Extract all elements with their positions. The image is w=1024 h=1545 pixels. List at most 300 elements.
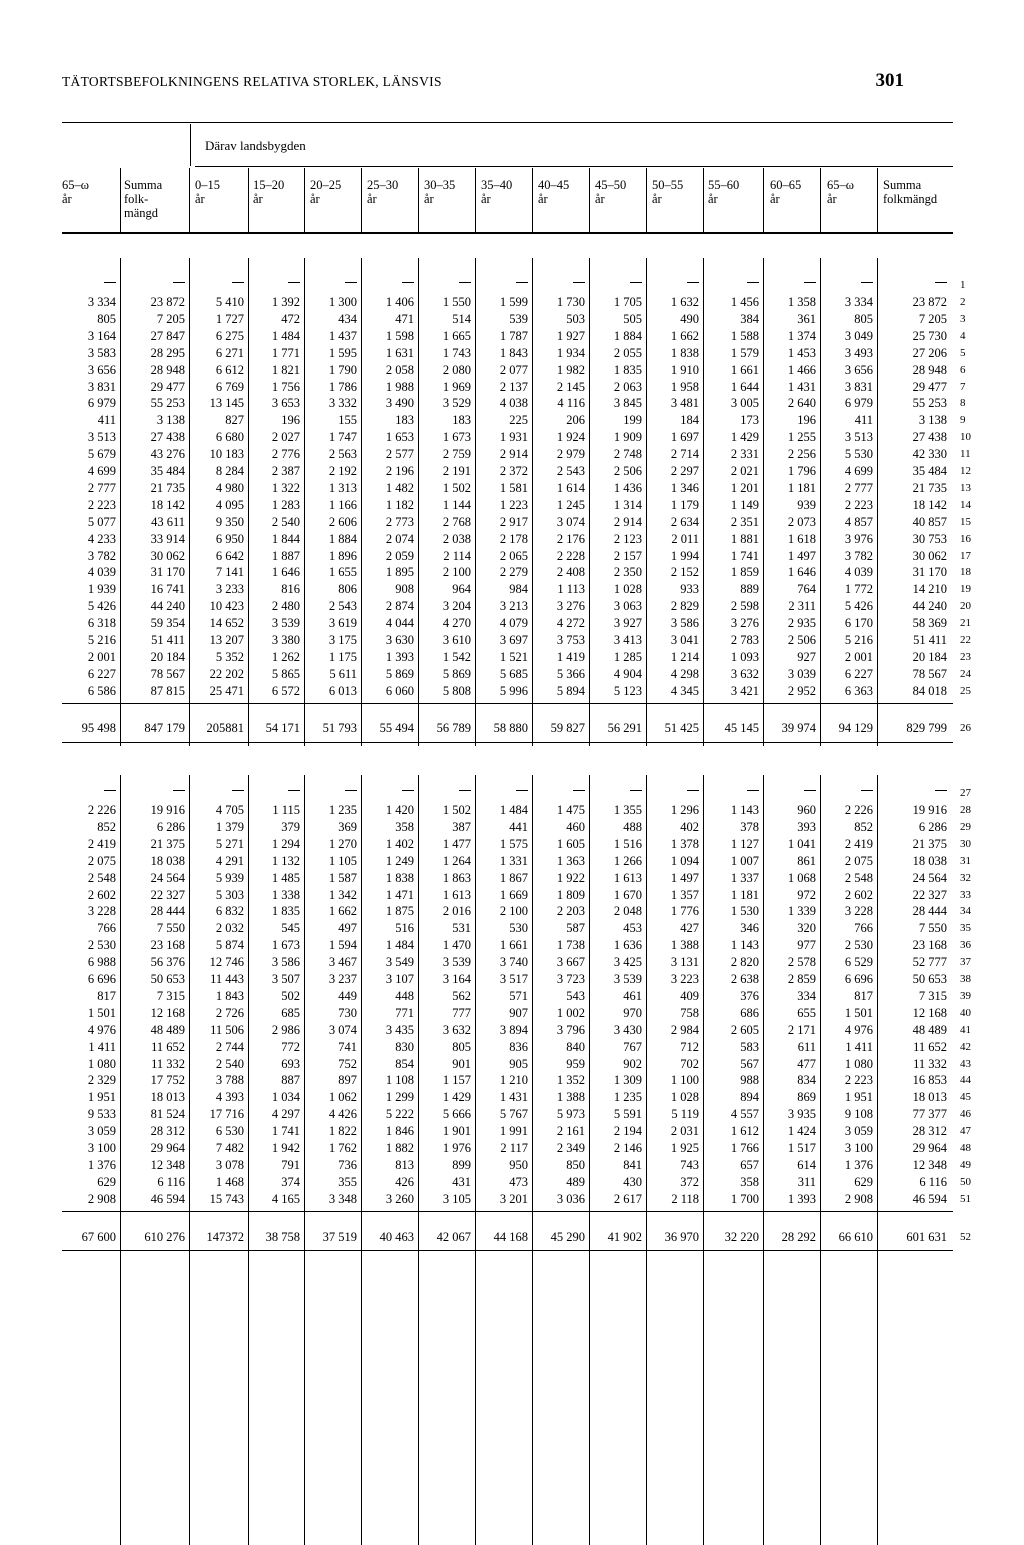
row-number: 44 <box>960 1074 971 1087</box>
table-cell: 2 146 <box>613 1141 642 1155</box>
row-number: 24 <box>960 667 971 680</box>
table-cell: 2 602 <box>844 887 873 902</box>
table-cell: 1 738 <box>556 938 585 953</box>
table-cell: 516 <box>395 921 414 936</box>
table-cell: 3 831 <box>844 379 873 394</box>
dash-row <box>935 790 947 791</box>
table-cell: 583 <box>740 1039 759 1054</box>
table-cell: 1 501 <box>87 1005 116 1020</box>
table-cell: 379 <box>281 819 300 834</box>
table-cell: 3 213 <box>499 599 528 614</box>
table-cell: 409 <box>680 988 699 1003</box>
row-number: 36 <box>960 939 971 952</box>
table-cell: 17 752 <box>150 1073 185 1088</box>
column-rule <box>120 775 121 1545</box>
table-cell: 14 210 <box>912 582 947 597</box>
table-cell: 358 <box>395 819 414 834</box>
table-cell: 372 <box>680 1174 699 1189</box>
table-cell: 1 766 <box>730 1141 759 1155</box>
column-rule <box>418 775 419 1545</box>
table-cell: 28 312 <box>912 1124 947 1139</box>
table-cell: 2 777 <box>844 480 873 495</box>
table-cell: 25 471 <box>209 683 244 698</box>
table-cell: 897 <box>338 1073 357 1088</box>
table-cell: 1 743 <box>442 345 471 360</box>
table-cell: 3 549 <box>385 955 414 970</box>
table-cell: 1 235 <box>613 1090 642 1105</box>
table-cell: 5 874 <box>215 938 244 953</box>
table-cell: 1 595 <box>328 345 357 360</box>
column-rule <box>248 258 249 746</box>
table-cell: 51 793 <box>322 721 357 735</box>
table-cell: 9 108 <box>844 1107 873 1122</box>
row-number: 50 <box>960 1175 971 1188</box>
table-cell: 1 379 <box>215 819 244 834</box>
table-cell: 1 376 <box>87 1157 116 1172</box>
table-cell: 840 <box>566 1039 585 1054</box>
table-cell: 3 753 <box>556 633 585 647</box>
table-cell: 2 759 <box>442 447 471 462</box>
dash-row <box>687 282 699 283</box>
table-cell: 1 094 <box>670 853 699 868</box>
table-cell: 1 402 <box>385 836 414 851</box>
table-cell: 2 157 <box>613 548 642 563</box>
column-header: 25–30 år <box>367 178 399 206</box>
column-rule <box>532 168 533 232</box>
table-cell: 3 782 <box>87 548 116 563</box>
table-cell: 1 927 <box>556 328 585 343</box>
table-cell: 6 680 <box>215 430 244 445</box>
table-cell: 1 314 <box>613 497 642 512</box>
table-cell: 3 074 <box>328 1022 357 1037</box>
table-cell: 852 <box>854 819 873 834</box>
table-cell: 1 550 <box>442 295 471 309</box>
table-cell: 771 <box>395 1005 414 1020</box>
table-cell: 28 292 <box>781 1230 816 1244</box>
table-cell: 33 914 <box>150 531 185 546</box>
table-cell: 1 822 <box>328 1124 357 1139</box>
table-cell: 984 <box>509 582 528 597</box>
table-cell: 3 100 <box>87 1141 116 1155</box>
table-cell: 2 979 <box>556 447 585 462</box>
column-header: 20–25 år <box>310 178 342 206</box>
table-cell: 1 411 <box>88 1039 116 1054</box>
dash-row <box>345 282 357 283</box>
table-cell: 2 914 <box>499 447 528 462</box>
table-cell: 7 205 <box>156 311 185 326</box>
table-cell: 5 426 <box>87 599 116 614</box>
table-cell: 1 909 <box>613 430 642 445</box>
table-cell: 766 <box>97 921 116 936</box>
table-cell: 24 564 <box>150 870 185 885</box>
table-cell: 27 438 <box>912 430 947 445</box>
row-number: 41 <box>960 1023 971 1036</box>
table-cell: 3 260 <box>385 1191 414 1206</box>
table-cell: 173 <box>740 413 759 428</box>
table-cell: 531 <box>452 921 471 936</box>
table-cell: 10 183 <box>209 447 244 462</box>
table-cell: 1 497 <box>670 870 699 885</box>
table-cell: 6 612 <box>215 362 244 377</box>
table-cell: 3 831 <box>87 379 116 394</box>
table-cell: 817 <box>97 988 116 1003</box>
table-cell: 3 059 <box>87 1124 116 1139</box>
table-cell: 16 741 <box>150 582 185 597</box>
table-cell: 3 630 <box>385 633 414 647</box>
table-cell: 2 027 <box>271 430 300 445</box>
table-cell: 28 444 <box>150 904 185 919</box>
table-cell: 56 376 <box>150 955 185 970</box>
table-cell: 1 843 <box>499 345 528 360</box>
table-cell: 1 143 <box>730 803 759 817</box>
table-cell: 3 107 <box>385 972 414 986</box>
table-cell: 1 727 <box>215 311 244 326</box>
table-cell: 1 910 <box>670 362 699 377</box>
dash-row <box>173 282 185 283</box>
table-cell: 3 041 <box>670 633 699 647</box>
table-cell: 1 041 <box>787 836 816 851</box>
table-cell: 2 908 <box>844 1191 873 1206</box>
table-cell: 5 939 <box>215 870 244 885</box>
table-cell: 59 354 <box>150 616 185 631</box>
table-cell: 50 653 <box>150 972 185 986</box>
table-cell: 51 425 <box>664 721 699 735</box>
table-cell: 816 <box>281 582 300 597</box>
table-cell: 5 973 <box>556 1107 585 1122</box>
table-cell: 1 285 <box>613 649 642 664</box>
table-cell: 1 214 <box>670 649 699 664</box>
table-cell: 461 <box>623 988 642 1003</box>
table-cell: 7 550 <box>918 921 947 936</box>
table-cell: 1 516 <box>613 836 642 851</box>
table-cell: 1 588 <box>730 328 759 343</box>
table-cell: 1 471 <box>385 887 414 902</box>
dash-row <box>935 282 947 283</box>
dash-row <box>630 790 642 791</box>
table-cell: 16 853 <box>912 1073 947 1088</box>
table-cell: 19 916 <box>912 803 947 817</box>
table-cell: 44 168 <box>493 1230 528 1244</box>
table-cell: 6 318 <box>87 616 116 631</box>
row-number: 2 <box>960 296 966 308</box>
table-cell: 40 857 <box>912 514 947 529</box>
table-cell: 970 <box>623 1005 642 1020</box>
table-cell: 6 586 <box>87 683 116 698</box>
table-cell: 901 <box>452 1056 471 1071</box>
table-cell: 2 372 <box>499 464 528 478</box>
table-cell: 9 350 <box>215 514 244 529</box>
table-cell: 1 653 <box>385 430 414 445</box>
table-cell: 2 226 <box>87 803 116 817</box>
table-cell: 988 <box>740 1073 759 1088</box>
table-cell: 2 350 <box>613 565 642 580</box>
row-number: 37 <box>960 956 971 969</box>
table-cell: 29 477 <box>912 379 947 394</box>
table-cell: 1 485 <box>271 870 300 885</box>
table-cell: 5 426 <box>844 599 873 614</box>
table-cell: 3 204 <box>442 599 471 614</box>
table-cell: 147372 <box>206 1230 244 1244</box>
table-cell: 3 935 <box>787 1107 816 1122</box>
table-cell: 6 013 <box>328 683 357 698</box>
table-cell: 1 951 <box>87 1090 116 1105</box>
table-cell: 30 062 <box>150 548 185 563</box>
table-cell: 6 060 <box>385 683 414 698</box>
table-cell: 22 327 <box>150 887 185 902</box>
table-cell: 11 506 <box>210 1022 244 1037</box>
dash-row <box>630 282 642 283</box>
table-cell: 1 772 <box>844 582 873 597</box>
table-cell: 28 312 <box>150 1124 185 1139</box>
table-cell: 861 <box>797 853 816 868</box>
table-cell: 3 697 <box>499 633 528 647</box>
dash-row <box>288 790 300 791</box>
table-cell: 51 411 <box>913 633 947 647</box>
table-cell: 18 038 <box>912 853 947 868</box>
table-cell: 2 256 <box>787 447 816 462</box>
table-cell: 334 <box>797 988 816 1003</box>
table-cell: 2 408 <box>556 565 585 580</box>
table-cell: 1 644 <box>730 379 759 394</box>
table-cell: 2 032 <box>215 921 244 936</box>
table-cell: 4 291 <box>215 853 244 868</box>
row-number: 15 <box>960 515 971 528</box>
table-cell: 1 363 <box>556 853 585 868</box>
dash-row <box>747 790 759 791</box>
table-cell: 18 013 <box>912 1090 947 1105</box>
table-cell: 3 074 <box>556 514 585 529</box>
table-cell: 736 <box>338 1157 357 1172</box>
table-cell: 889 <box>740 582 759 597</box>
table-cell: 2 011 <box>671 531 699 546</box>
column-rule <box>589 775 590 1545</box>
table-cell: 1 700 <box>730 1191 759 1206</box>
table-cell: 1 392 <box>271 295 300 309</box>
table-cell: 1 502 <box>442 480 471 495</box>
column-rule <box>189 775 190 1545</box>
column-rule <box>703 258 704 746</box>
group-rule <box>195 166 953 167</box>
table-cell: 4 297 <box>271 1107 300 1122</box>
table-cell: 4 705 <box>215 803 244 817</box>
table-cell: 841 <box>623 1157 642 1172</box>
table-cell: 1 790 <box>328 362 357 377</box>
table-cell: 6 950 <box>215 531 244 546</box>
table-cell: 7 205 <box>918 311 947 326</box>
table-cell: 1 393 <box>385 649 414 664</box>
table-cell: 545 <box>281 921 300 936</box>
table-cell: 3 583 <box>87 345 116 360</box>
row-number: 39 <box>960 989 971 1002</box>
table-cell: 1 007 <box>730 853 759 868</box>
table-cell: 3 788 <box>215 1073 244 1088</box>
column-header: 60–65 år <box>770 178 802 206</box>
table-cell: 1 670 <box>613 887 642 902</box>
table-cell: 434 <box>338 311 357 326</box>
table-cell: 2 820 <box>730 955 759 970</box>
table-cell: 3 276 <box>730 616 759 631</box>
table-cell: 2 058 <box>385 362 414 377</box>
table-cell: 1 436 <box>613 480 642 495</box>
table-cell: 977 <box>797 938 816 953</box>
row-number: 14 <box>960 498 971 511</box>
table-cell: 1 612 <box>730 1124 759 1139</box>
table-cell: 374 <box>281 1174 300 1189</box>
table-cell: 35 484 <box>150 464 185 478</box>
table-cell: 1 613 <box>442 887 471 902</box>
table-cell: 5 865 <box>271 666 300 681</box>
table-cell: 3 656 <box>87 362 116 377</box>
table-cell: 10 423 <box>209 599 244 614</box>
table-cell: 1 339 <box>787 904 816 919</box>
table-cell: 3 413 <box>613 633 642 647</box>
row-number: 25 <box>960 684 971 697</box>
table-cell: 3 425 <box>613 955 642 970</box>
table-cell: 571 <box>509 988 528 1003</box>
table-cell: 6 832 <box>215 904 244 919</box>
table-cell: 426 <box>395 1174 414 1189</box>
table-cell: 3 228 <box>844 904 873 919</box>
table-cell: 22 202 <box>209 666 244 681</box>
table-cell: 3 332 <box>328 396 357 411</box>
table-cell: 3 164 <box>442 972 471 986</box>
table-cell: 2 768 <box>442 514 471 529</box>
dash-row <box>516 282 528 283</box>
row-number: 5 <box>960 346 966 359</box>
table-cell: 5 869 <box>442 666 471 681</box>
table-cell: 1 838 <box>385 870 414 885</box>
table-cell: 1 262 <box>271 649 300 664</box>
table-cell: 3 223 <box>670 972 699 986</box>
table-cell: 35 484 <box>912 464 947 478</box>
column-rule <box>877 258 878 746</box>
table-cell: 4 857 <box>844 514 873 529</box>
table-cell: 2 577 <box>385 447 414 462</box>
table-cell: 2 152 <box>670 565 699 580</box>
table-cell: 42 330 <box>912 447 947 462</box>
table-cell: 205881 <box>206 721 244 735</box>
table-cell: 1 631 <box>385 345 414 360</box>
table-cell: 4 095 <box>215 497 244 512</box>
table-cell: 1 931 <box>499 430 528 445</box>
column-rule <box>646 168 647 232</box>
table-cell: 3 782 <box>844 548 873 563</box>
table-cell: 28 295 <box>150 345 185 360</box>
table-cell: 1 521 <box>499 649 528 664</box>
table-cell: 1 887 <box>271 548 300 563</box>
table-cell: 610 276 <box>144 1230 185 1244</box>
table-cell: 6 170 <box>844 616 873 631</box>
table-cell: 1 661 <box>499 938 528 953</box>
table-cell: 2 874 <box>385 599 414 614</box>
column-rule <box>703 775 704 1545</box>
table-cell: 2 530 <box>844 938 873 953</box>
table-cell: 2 540 <box>215 1056 244 1071</box>
table-cell: 1 741 <box>730 548 759 563</box>
table-cell: 5 685 <box>499 666 528 681</box>
dash-row <box>573 282 585 283</box>
table-cell: 2 602 <box>87 887 116 902</box>
table-cell: 1 028 <box>670 1090 699 1105</box>
table-cell: 489 <box>566 1174 585 1189</box>
table-cell: 2 506 <box>613 464 642 478</box>
table-cell: 6 529 <box>844 955 873 970</box>
table-cell: 4 298 <box>670 666 699 681</box>
table-cell: 11 332 <box>151 1056 185 1071</box>
table-cell: 3 976 <box>844 531 873 546</box>
table-cell: 1 786 <box>328 379 357 394</box>
table-cell: 764 <box>797 582 816 597</box>
table-cell: 2 638 <box>730 972 759 986</box>
table-cell: 805 <box>452 1039 471 1054</box>
row-number: 22 <box>960 634 971 646</box>
table-cell: 1 437 <box>328 328 357 343</box>
table-cell: 1 342 <box>328 887 357 902</box>
table-cell: 1 605 <box>556 836 585 851</box>
column-rule <box>361 258 362 746</box>
table-cell: 25 730 <box>912 328 947 343</box>
table-cell: 1 581 <box>499 480 528 495</box>
table-cell: 766 <box>854 921 873 936</box>
table-cell: 477 <box>797 1056 816 1071</box>
table-cell: 378 <box>740 819 759 834</box>
table-cell: 4 699 <box>844 464 873 478</box>
table-cell: 1 771 <box>271 345 300 360</box>
table-cell: 1 309 <box>613 1073 642 1088</box>
table-cell: 56 789 <box>436 721 471 735</box>
table-cell: 2 223 <box>844 497 873 512</box>
table-cell: 2 117 <box>500 1141 528 1155</box>
table-cell: 184 <box>680 413 699 428</box>
table-cell: 17 716 <box>209 1107 244 1122</box>
table-cell: 1 028 <box>613 582 642 597</box>
table-cell: 2 075 <box>87 853 116 868</box>
column-header: 65–ω år <box>62 178 89 206</box>
table-cell: 1 127 <box>730 836 759 851</box>
table-cell: 7 141 <box>215 565 244 580</box>
table-cell: 1 501 <box>844 1005 873 1020</box>
table-cell: 1 313 <box>328 480 357 495</box>
table-cell: 22 327 <box>912 887 947 902</box>
row-number: 45 <box>960 1091 971 1104</box>
column-header: Summa folk- mängd <box>124 178 163 220</box>
column-rule <box>120 258 121 746</box>
table-cell: 6 116 <box>919 1174 947 1189</box>
table-cell: 2 223 <box>87 497 116 512</box>
table-cell: 3 539 <box>271 616 300 631</box>
table-cell: 1 424 <box>787 1124 816 1139</box>
column-header: Summa folkmängd <box>883 178 938 206</box>
table-cell: 3 380 <box>271 633 300 647</box>
table-cell: 2 077 <box>499 362 528 377</box>
table-cell: 5 869 <box>385 666 414 681</box>
table-cell: 87 815 <box>150 683 185 698</box>
table-cell: 5 222 <box>385 1107 414 1122</box>
table-cell: 927 <box>797 649 816 664</box>
table-cell: 23 872 <box>912 295 947 309</box>
table-cell: 1 922 <box>556 870 585 885</box>
table-cell: 3 513 <box>844 430 873 445</box>
table-cell: 1 249 <box>385 853 414 868</box>
table-cell: 960 <box>797 803 816 817</box>
table-cell: 1 429 <box>442 1090 471 1105</box>
table-cell: 1 756 <box>271 379 300 394</box>
table-cell: 18 013 <box>150 1090 185 1105</box>
table-cell: 2 059 <box>385 548 414 563</box>
table-cell: 411 <box>97 413 116 428</box>
table-cell: 3 667 <box>556 955 585 970</box>
row-number: 4 <box>960 329 966 342</box>
